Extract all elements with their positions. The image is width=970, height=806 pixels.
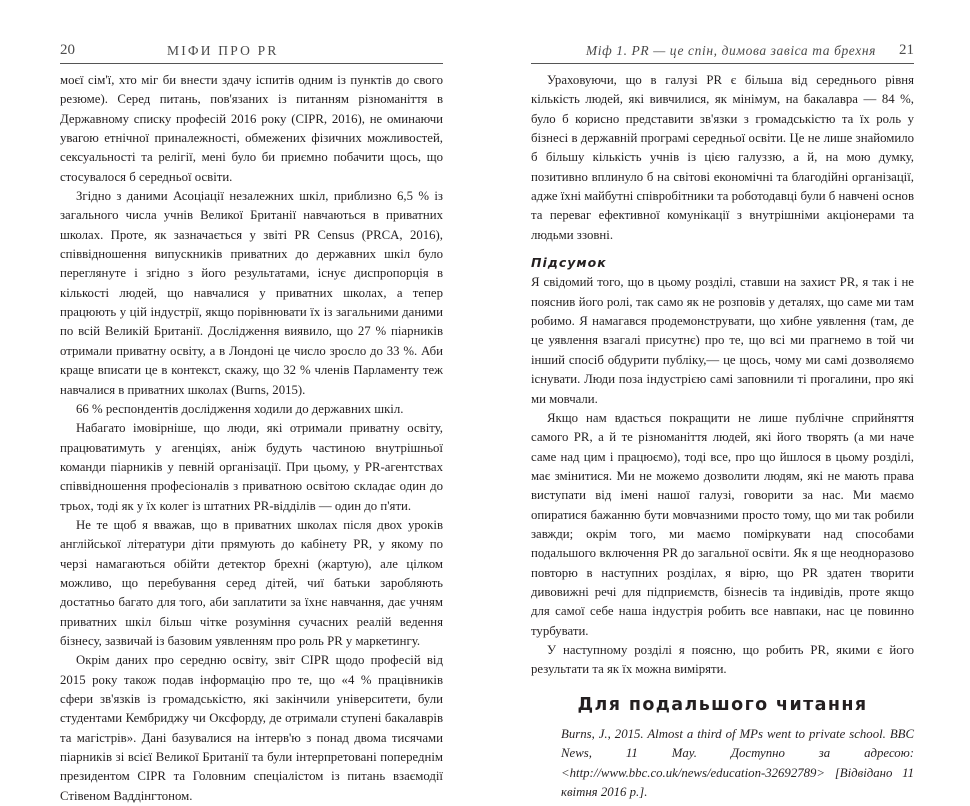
header-rule-right [531, 63, 914, 64]
page-number-left: 20 [60, 42, 75, 58]
left-body-text [60, 71, 443, 806]
bibliography-entry: Burns, J., 2015. Almost a third of MPs went to private school. BBC News, 11 May. Доступно за адресою: <http://www.bbc.co.uk/news/education-32692789> [Відвідано 11 квітня 2016 р.]. [561, 727, 914, 800]
chapter-title-header: Міф 1. PR — це спін, димова завіса та брехня [585, 43, 876, 58]
section-subheading: Підсумок [531, 255, 607, 271]
paragraph: Окрім даних про середню освіту, звіт CIPR щодо професій від 2015 року також подав інформацію про те, що «4 % працівників сфери зв'язків із громадськістю, які закінчили університети, були студентами Кембриджу чи Оксфорду, де отримали ступені бакалаврів та магістрів». Дані базувалися на інтерв'ю з понад двома тисячами піарників зі всієї Великої Британії та були інтерпретовані попереднім президентом CIPR та Головним спеціалістом із питань взаємодії Стівеном Ваддінгтоном. [60, 653, 443, 803]
right-running-header [531, 42, 914, 62]
paragraph: Я свідомий того, що в цьому розділі, ставши на захист PR, я так і не пояснив його ролі, так само як не розповів у деталях, що саме ми там робимо. Я намагався продемонструвати, що хибне уявлення (там, де це уявлення взагалі присутнє) про те, що всі ми прагнемо в той чи інший спосіб обдурити публіку,— це щось, чому ми самі дозволяємо існувати. Люди поза індустрією самі заповнили ті прогалини, про які ми мовчали. [531, 275, 914, 406]
left-running-header [60, 42, 443, 62]
right-page [531, 0, 914, 800]
bibliography [531, 725, 914, 802]
paragraph: У наступному розділі я поясню, що робить PR, якими є його результати та як їх можна виміряти. [531, 642, 914, 677]
paragraph: Набагато імовірніше, що люди, які отримали приватну освіту, працюватимуть у агенціях, аніж будуть частиною внутрішньої команди піарників у певній організації. При цьому, у PR-агентствах співвідношення професіоналів з приватною освітою складає один до трьох, тоді як у їх колег із штатних PR-відділів — один до п'яти. [60, 421, 443, 513]
left-page [60, 0, 443, 803]
paragraph: Згідно з даними Асоціації незалежних шкіл, приблизно 6,5 % із загального числа учнів Великої Британії навчаються в приватних школах. Проте, як зазначається у звіті PR Census (PRCA, 2016), співвідношення випускників приватних до державних шкіл було переглянуте і згідно з його результатами, існує диспропорція в кількості людей, що навчалися у приватних школах, а тепер працюють у цій індустрії, якщо порівнювати їх із загальними даними по всій Великій Британії. Дослідження виявило, що 27 % піарників отримали приватну освіту, а в Лондоні це число зросло до 33 %. Аби краще вписати це в контекст, скажу, що 32 % членів Парламенту теж навчалися в приватних школах (Burns, 2015). [60, 189, 443, 397]
header-rule-left [60, 63, 443, 64]
right-body-text [531, 71, 914, 802]
paragraph: Не те щоб я вважав, що в приватних школах після двох уроків англійської літератури діти прямують до кабінету PR, у якому по черзі намагаються обійти детектор брехні (жартую), але цілком можливо, що перебування серед дітей, чиї батьки заробляють достатньо багато для того, аби заплатити за їхнє навчання, дає учням приватних шкіл більш чітке розуміння сучасних реалій ведення бізнесу, зазвичай із базовим уявленням про роль PR у маркетингу. [60, 517, 443, 648]
paragraph: Ураховуючи, що в галузі PR є більша від середнього рівня кількість людей, які вивчилися, як мінімум, на бакалавра — 84 %, було б корисно представити зв'язки з громадськістю та їх роль у бізнесі в державній програмі середньої освіти. Це не лише знайомило б більшу кількість учнів із цією галуззю, а й, на мою думку, позитивно вплинуло б на світові економічні та благодійні організації, адже їхні майбутні співробітники та роботодавці були б навчені основ та переваг ефективної комунікації з внутрішніми акціонерами та людьми ззовні. [531, 73, 914, 242]
further-reading-heading: Для подальшого читання [577, 694, 868, 715]
paragraph: моєї сім'ї, хто міг би внести здачу іспитів одним із пунктів до свого резюме). Серед питань, пов'язаних із питанням різноманіття в Державному списку професій 2016 року (CIPR, 2016), не оминаючи увагою етнічної приналежності, обмежених фізичних можливостей, сексуальності та релігії, мені було би приємно побачити щось, що стосувалося б середньої освіти. [60, 73, 443, 184]
page-number-right: 21 [899, 42, 914, 58]
paragraph: Якщо нам вдасться покращити не лише публічне сприйняття самого PR, а й те різноманіття людей, які його творять (а ми наче саме над цим і працюємо), тоді все, про що йшлося в цьому розділі, має змінитися. Ми не можемо дозволити людям, які не мають права виступати від імені нашої галузі, говорити за нас. Ми маємо опиратися бажанню бути мовчазними просто тому, що ми так робили завжди; окрім того, ми маємо поміркувати над способами подальшого включення PR до загальної освіти. Як я ще неодноразово повторю в наступних розділах, я вірю, що PR здатен творити дивовижні речі для підприємств, бізнесів та індивідів, проте якщо для самої себе наша індустрія робить все навпаки, нас це повинно турбувати. [531, 410, 914, 638]
paragraph: 66 % респондентів дослідження ходили до державних шкіл. [76, 401, 404, 416]
book-title-header: МІФИ ПРО PR [167, 43, 279, 58]
